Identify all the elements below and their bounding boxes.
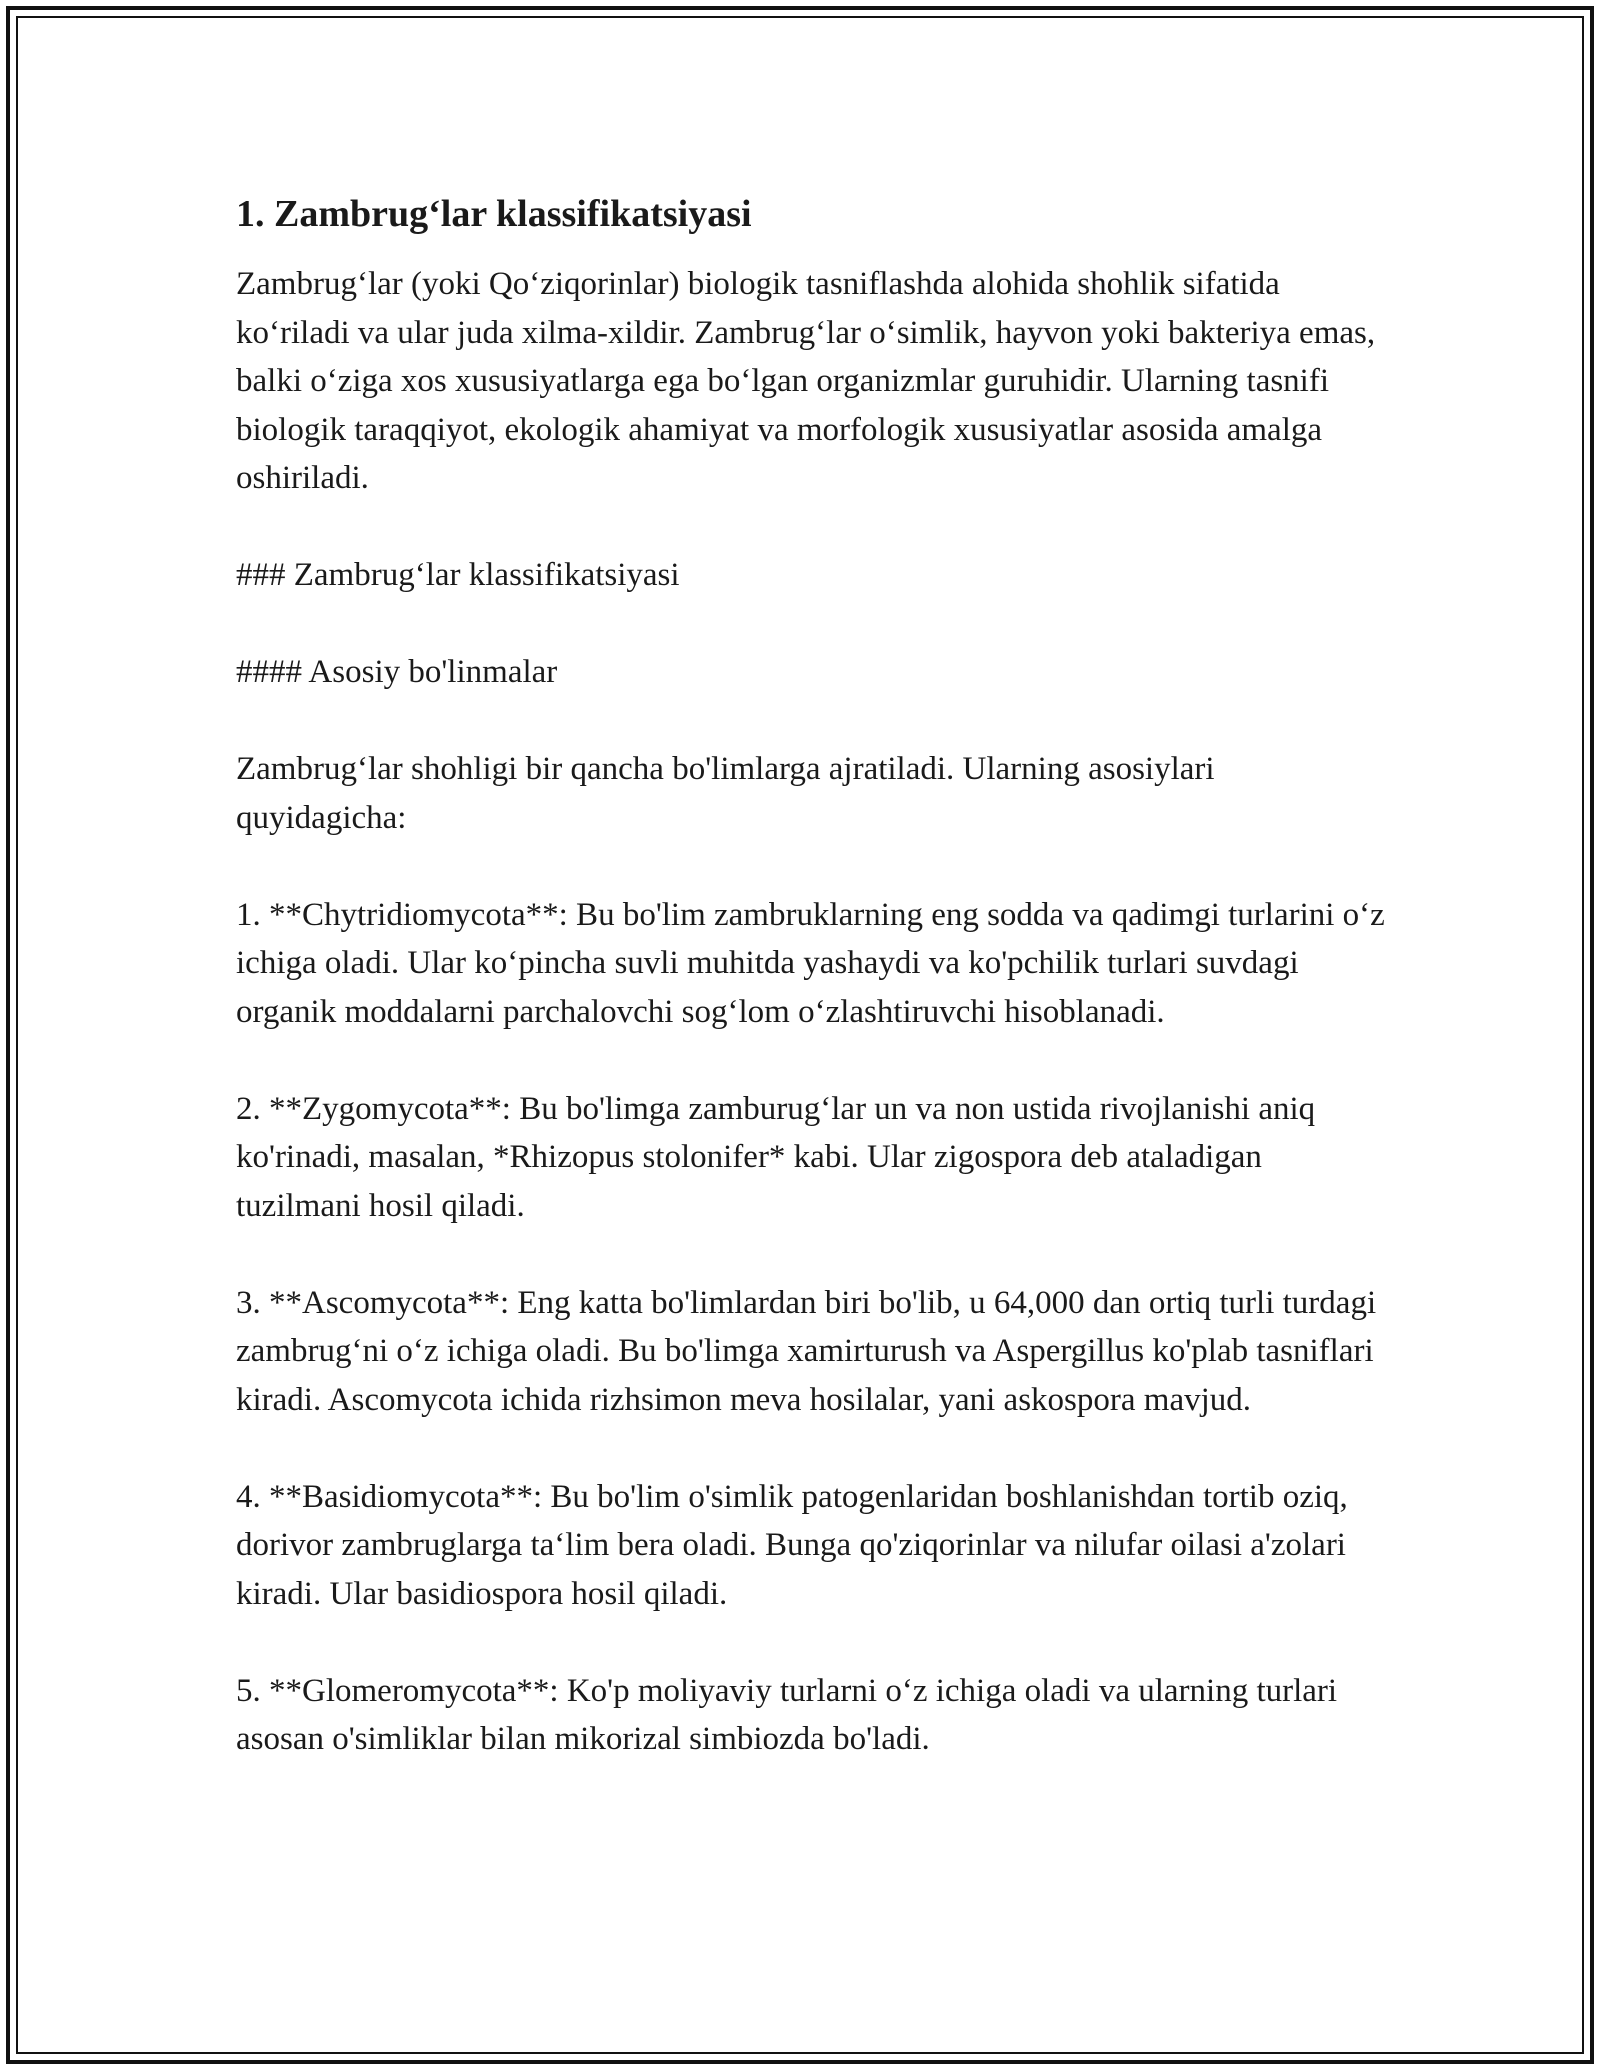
page-title: 1. Zambrug‘lar klassifikatsiyasi <box>236 193 752 235</box>
section-heading: ### Zambrug‘lar klassifikatsiyasi <box>236 557 680 593</box>
list-item-ascomycota: 3. **Ascomycota**: Eng katta bo'limlardan biri bo'lib, u 64,000 dan ortiq turli turdagi zambrug‘ni o‘z ichiga oladi. Bu bo'limga xamirturush va Aspergillus ko'plab tasniflari kiradi. Ascomycota ichida rizhsimon meva hosilalar, yani askospora mavjud. <box>236 1284 1377 1418</box>
subsection-heading: #### Asosiy bo'linmalar <box>236 654 558 690</box>
list-item-chytridiomycota: 1. **Chytridiomycota**: Bu bo'lim zambruklarning eng sodda va qadimgi turlarini o‘z ichiga oladi. Ular ko‘pincha suvli muhitda yashaydi va ko'pchilik turlari suvdagi organik moddalarni parchalovchi sog‘lom o‘zlashtiruvchi hisoblanadi. <box>236 896 1385 1030</box>
list-item-zygomycota: 2. **Zygomycota**: Bu bo'limga zamburug‘lar un va non ustida rivojlanishi aniq ko'rinadi, masalan, *Rhizopus stolonifer* kabi. Ular zigospora deb ataladigan tuzilmani hosil qiladi. <box>236 1090 1316 1224</box>
document-body <box>236 188 1386 1764</box>
list-item-glomeromycota: 5. **Glomeromycota**: Ko'p moliyaviy turlarni o‘z ichiga oladi va ularning turlari asosan o'simliklar bilan mikorizal simbiozda bo'ladi. <box>236 1672 1338 1757</box>
lead-paragraph: Zambrug‘lar shohligi bir qancha bo'limlarga ajratiladi. Ularning asosiylari quyidagicha: <box>236 751 1215 836</box>
list-item-basidiomycota: 4. **Basidiomycota**: Bu bo'lim o'simlik patogenlaridan boshlanishdan tortib oziq, dorivor zambruglarga ta‘lim bera oladi. Bunga qo'ziqorinlar va nilufar oilasi a'zolari kiradi. Ular basidiospora hosil qiladi. <box>236 1478 1348 1612</box>
intro-paragraph: Zambrug‘lar (yoki Qo‘ziqorinlar) biologik tasniflashda alohida shohlik sifatida ko‘riladi va ular juda xilma-xildir. Zambrug‘lar o‘simlik, hayvon yoki bakteriya emas, balki o‘ziga xos xususiyatlarga ega bo‘lgan organizmlar guruhidir. Ularning tasnifi biologik taraqqiyot, ekologik ahamiyat va morfologik xususiyatlar asosida amalga oshiriladi. <box>236 266 1376 496</box>
